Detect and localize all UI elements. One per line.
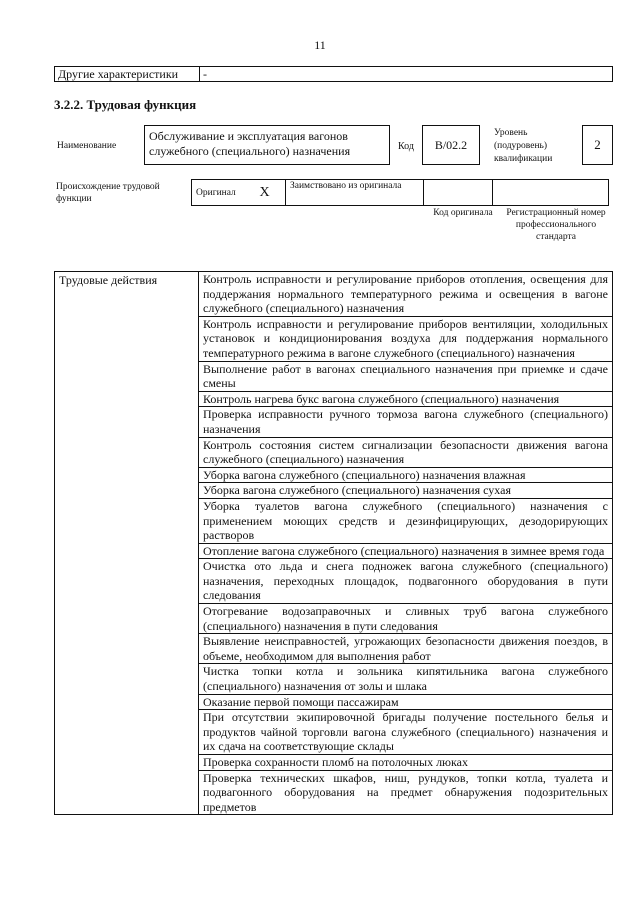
labor-action-item: Оказание первой помощи пассажирам [199, 694, 613, 710]
labor-action-item: Проверка исправности ручного тормоза вагона служебного (специального) назначения [199, 407, 613, 437]
labor-action-item: Выявление неисправностей, угрожающих безопасности движения поездов, в объеме, необходимом для выполнения работ [199, 634, 613, 664]
labor-action-item: Отопление вагона служебного (специального) назначения в зимнее время года [199, 543, 613, 559]
other-characteristics-table [54, 66, 613, 82]
code-label: Код [398, 141, 414, 152]
function-name-value: Обслуживание и эксплуатация вагонов служебного (специального) назначения [144, 125, 390, 165]
origin-label: Происхождение трудовой функции [56, 182, 160, 204]
table-row [55, 272, 613, 317]
labor-action-item: Контроль нагрева букс вагона служебного (специального) назначения [199, 391, 613, 407]
labor-action-item: Чистка топки котла и зольника кипятильника вагона служебного (специального) назначения от золы и шлака [199, 664, 613, 694]
labor-action-item: Выполнение работ в вагонах специального назначения при приемке и сдаче смены [199, 361, 613, 391]
labor-action-item: При отсутствии экипировочной бригады получение постельного белья и продуктов чайной торговли вагона служебного (специального) назначения и их сдача на соответствующие склады [199, 710, 613, 755]
level-label-line: (подуровень) [494, 141, 548, 151]
borrowed-label: Заимствовано из оригинала [286, 180, 424, 206]
labor-actions-table [54, 271, 613, 815]
name-label: Наименование [57, 141, 117, 151]
page-number: 11 [314, 38, 326, 52]
labor-action-item: Очистка ото льда и снега подножек вагона служебного (специального) назначения, переходных площадок, подвагонного оборудования в пути следования [199, 559, 613, 604]
level-label-line: Уровень [494, 128, 528, 138]
level-value: 2 [582, 125, 613, 165]
reg-number-cell [493, 180, 609, 206]
original-code-label: Код оригинала [433, 208, 493, 218]
level-label [494, 127, 552, 166]
other-characteristics-value: - [200, 67, 613, 82]
labor-action-item: Проверка технических шкафов, ниш, рундуков, топки котла, туалета и подвагонного оборудования на предмет обнаружения подозрительных предметов [199, 770, 613, 815]
other-characteristics-label: Другие характеристики [55, 67, 200, 82]
reg-number-label: Регистрационный номер профессионального стандарта [506, 208, 606, 242]
section-title: 3.2.2. Трудовая функция [54, 97, 197, 112]
labor-action-item: Уборка вагона служебного (специального) назначения влажная [199, 467, 613, 483]
original-label: Оригинал [192, 180, 256, 206]
code-value: В/02.2 [422, 125, 480, 165]
origin-table [191, 179, 609, 206]
labor-action-item: Контроль исправности и регулирование приборов вентиляции, холодильных установок и кондиционирования воздуха для поддержания нормального температурного режима в вагоне служебного (специального) назначения [199, 316, 613, 361]
labor-actions-header: Трудовые действия [55, 272, 199, 815]
labor-action-item: Отогревание водозаправочных и сливных труб вагона служебного (специального) назначения в пути следования [199, 604, 613, 634]
labor-action-item: Проверка сохранности пломб на потолочных люках [199, 755, 613, 771]
labor-action-item: Контроль состояния систем сигнализации безопасности движения вагона служебного (специального) назначения [199, 437, 613, 467]
labor-action-item: Уборка туалетов вагона служебного (специального) назначения с применением моющих средств и дезинфицирующих, дезодорирующих растворов [199, 498, 613, 543]
labor-action-item: Уборка вагона служебного (специального) назначения сухая [199, 483, 613, 499]
level-label-line: квалификации [494, 154, 553, 164]
original-code-cell [424, 180, 493, 206]
original-mark: X [256, 180, 286, 206]
labor-action-item: Контроль исправности и регулирование приборов отопления, освещения для поддержания нормального температурного режима и освещения в вагоне служебного (специального) назначения [199, 272, 613, 317]
